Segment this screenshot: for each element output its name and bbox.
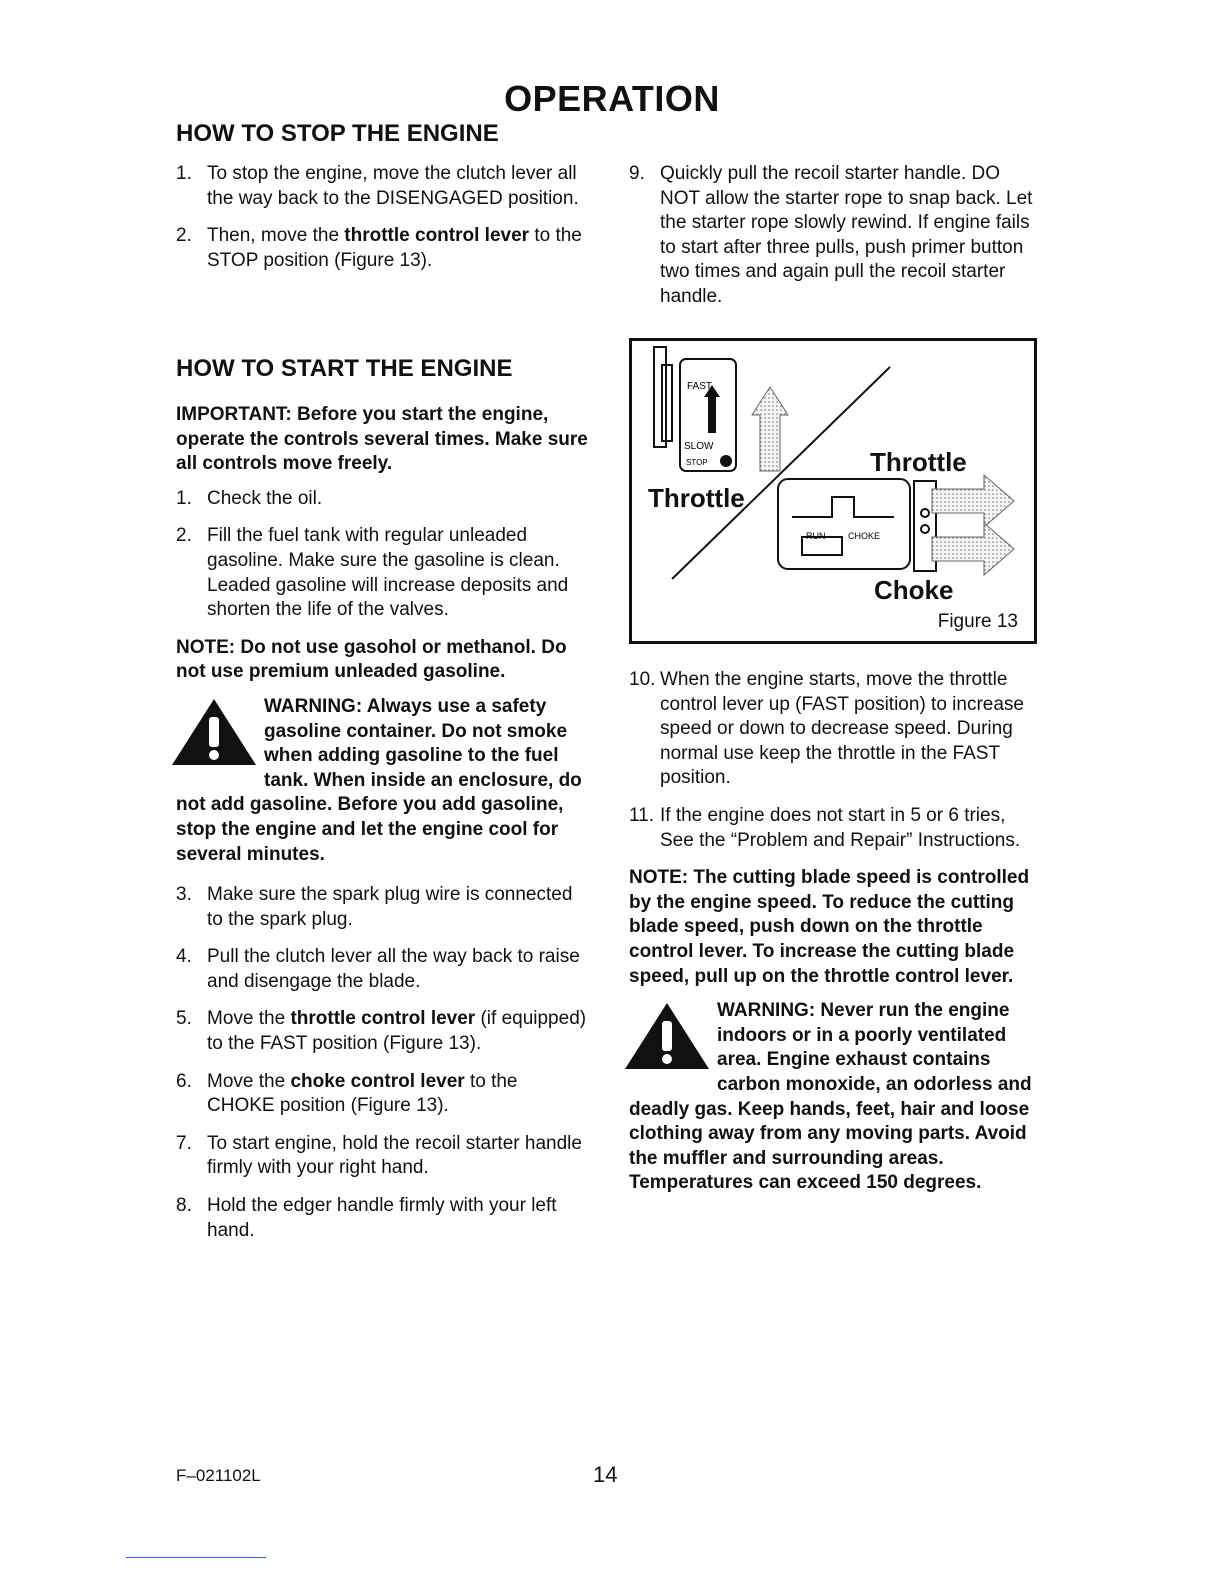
bottom-rule bbox=[126, 1557, 266, 1558]
list-item: 4. Pull the clutch lever all the way back to raise and disengage the blade. bbox=[176, 946, 580, 992]
list-item: 8. Hold the edger handle firmly with your left hand. bbox=[176, 1195, 557, 1241]
document-code: F–021102L bbox=[176, 1466, 261, 1485]
warning-triangle-icon bbox=[621, 999, 713, 1073]
start-engine-heading: HOW TO START THE ENGINE bbox=[176, 355, 513, 382]
list-item: 1. Check the oil. bbox=[176, 487, 323, 509]
list-item: 2. Then, move the throttle control lever to the STOP position (Figure 13). bbox=[176, 225, 582, 271]
list-item: 7. To start engine, hold the recoil starter handle firmly with your right hand. bbox=[176, 1132, 582, 1179]
stop-label: STOP bbox=[686, 458, 708, 467]
fuel-note: NOTE: Do not use gasohol or methanol. Do not use premium unleaded gasoline. bbox=[176, 636, 567, 683]
start-engine-column bbox=[176, 403, 588, 1256]
list-item: 9. Quickly pull the recoil starter handle. DO NOT allow the starter rope to snap back. Let the starter rope slowly rewind. If engine fails to start after three pulls, push primer button two times and again pull the recoil starter handle. bbox=[629, 163, 1033, 307]
figure-13 bbox=[629, 338, 1037, 644]
list-item: 1. To stop the engine, move the clutch lever all the way back to the DISENGAGED position. bbox=[176, 163, 579, 209]
blade-speed-note: NOTE: The cutting blade speed is controlled by the engine speed. To reduce the cutting blade speed, push down on the throttle control lever. To increase the cutting blade speed, pull up on the throttle control lever. bbox=[629, 867, 1030, 987]
list-item: 11. If the engine does not start in 5 or 6 tries, See the “Problem and Repair” Instructions. bbox=[629, 804, 1021, 851]
choke-label: Choke bbox=[874, 575, 954, 605]
important-note: IMPORTANT: Before you start the engine, operate the controls several times. Make sure all controls move freely. bbox=[176, 404, 588, 475]
fuel-warning: WARNING: Always use a safety gasoline container. Do not smoke when adding gasoline to the fuel tank. When inside an enclosure, do not add gasoline. Before you add gasoline, stop the engine and let the engine cool for several minutes. bbox=[176, 695, 588, 867]
throttle-label-left: Throttle bbox=[648, 483, 745, 513]
list-item: 10. When the engine starts, move the throttle control lever up (FAST position) to increase speed or down to decrease speed. During normal use keep the throttle in the FAST position. bbox=[629, 669, 1024, 789]
slow-label: SLOW bbox=[684, 441, 714, 452]
list-item: 6. Move the choke control lever to the CHOKE position (Figure 13). bbox=[176, 1070, 518, 1117]
warning-triangle-icon bbox=[168, 695, 260, 769]
right-column-top bbox=[629, 162, 1039, 323]
stop-engine-list bbox=[176, 162, 588, 286]
fast-label: FAST bbox=[687, 381, 713, 392]
list-item: 5. Move the throttle control lever (if equipped) to the FAST position (Figure 13). bbox=[176, 1008, 587, 1055]
stop-engine-heading: HOW TO STOP THE ENGINE bbox=[176, 120, 499, 147]
choke-small-label: CHOKE bbox=[848, 531, 881, 541]
list-item: 2. Fill the fuel tank with regular unleaded gasoline. Make sure the gasoline is clean. Leaded gasoline will increase deposits and shorten the life of the valves. bbox=[176, 525, 569, 621]
run-label: RUN bbox=[806, 531, 826, 541]
right-column-bottom bbox=[629, 668, 1039, 1212]
page-number: 14 bbox=[593, 1462, 618, 1487]
exhaust-warning: WARNING: Never run the engine indoors or in a poorly ventilated area. Engine exhaust contains carbon monoxide, an odorless and deadly gas. Keep hands, feet, hair and loose clothing away from any moving parts. Avoid the muffler and surrounding areas. Temperatures can exceed 150 degrees. bbox=[629, 999, 1039, 1196]
page-title: OPERATION bbox=[504, 78, 720, 119]
list-item: 3. Make sure the spark plug wire is connected to the spark plug. bbox=[176, 884, 573, 930]
throttle-label-right: Throttle bbox=[870, 447, 967, 477]
figure-caption: Figure 13 bbox=[937, 611, 1018, 632]
